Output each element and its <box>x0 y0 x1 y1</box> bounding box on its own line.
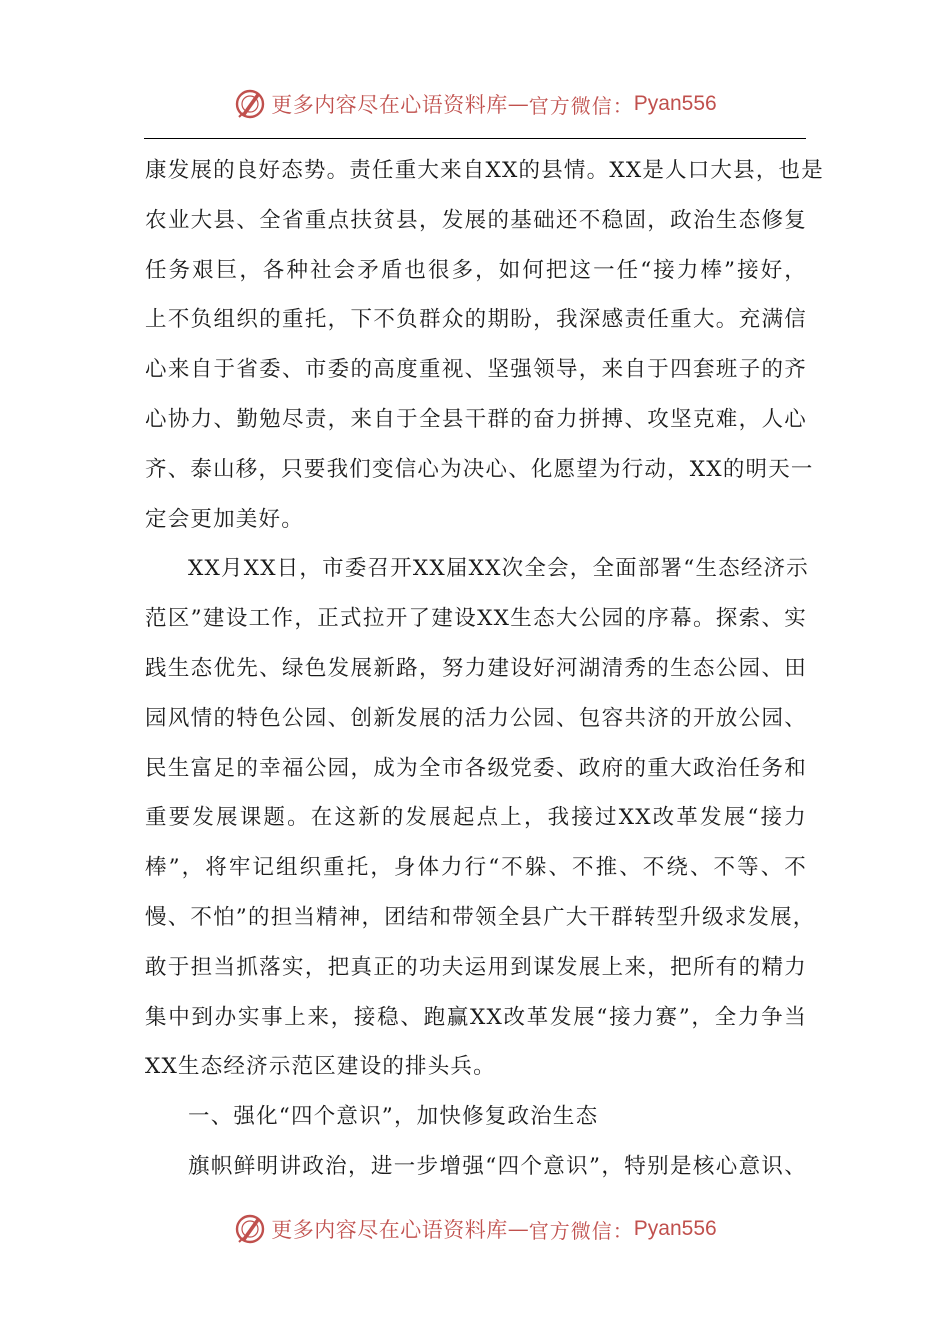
footer-banner <box>0 1209 950 1249</box>
body-line: XX月XX日，市委召开XX届XX次全会，全面部署“生态经济示 <box>188 556 809 582</box>
header-separator: — <box>507 92 529 116</box>
body-line: 旗帜鲜明讲政治，进一步增强“四个意识”，特别是核心意识、 <box>188 1153 807 1179</box>
body-line: 民生富足的幸福公园，成为全市各级党委、政府的重大政治任务和 <box>145 755 807 781</box>
body-line: 心协力、勤勉尽责，来自于全县干群的奋力拼搏、攻坚克难，人心 <box>145 406 807 432</box>
header-rule <box>144 138 806 139</box>
body-line: 齐、泰山移，只要我们变信心为决心、化愿望为行动，XX的明天一 <box>145 456 814 482</box>
body-line: 康发展的良好态势。责任重大来自XX的县情。XX是人口大县，也是 <box>145 158 824 183</box>
footer-brand-text: 更多内容尽在心语资料库 <box>271 1218 508 1242</box>
body-line: 任务艰巨，各种社会矛盾也很多，如何把这一任“接力棒”接好， <box>145 257 807 283</box>
body-line: 践生态优先、绿色发展新路，努力建设好河湖清秀的生态公园、田 <box>145 655 807 681</box>
header-brand-text: 更多内容尽在心语资料库 <box>271 93 508 117</box>
body-line: 集中到办实事上来，接稳、跑赢XX改革发展“接力赛”，全力争当 <box>145 1004 807 1030</box>
body-line: 敢于担当抓落实，把真正的功夫运用到谋发展上来，把所有的精力 <box>145 954 807 980</box>
body-line: 农业大县、全省重点扶贫县，发展的基础还不稳固，政治生态修复 <box>145 207 807 233</box>
pen-seal-logo-icon <box>233 1212 267 1246</box>
footer-wechat-label: 官方微信： <box>528 1218 634 1243</box>
header-wechat-id: Pyan556 <box>633 92 717 115</box>
body-line: 定会更加美好。 <box>145 506 304 532</box>
body-line: 园风情的特色公园、创新发展的活力公园、包容共济的开放公园、 <box>145 705 807 731</box>
body-line: 心来自于省委、市委的高度重视、坚强领导，来自于四套班子的齐 <box>145 357 807 383</box>
body-line: 重要发展课题。在这新的发展起点上，我接过XX改革发展“接力 <box>145 805 807 831</box>
pen-seal-logo-icon <box>233 87 267 121</box>
header-wechat-label: 官方微信： <box>528 93 634 118</box>
body-line: 上不负组织的重托，下不负群众的期盼，我深感责任重大。充满信 <box>145 307 807 333</box>
document-body <box>145 146 824 1192</box>
body-line: 慢、不怕”的担当精神，团结和带领全县广大干群转型升级求发展， <box>145 904 816 930</box>
footer-separator: — <box>507 1217 529 1241</box>
footer-wechat-id: Pyan556 <box>633 1217 717 1240</box>
body-line: XX生态经济示范区建设的排头兵。 <box>145 1054 496 1080</box>
body-line: 棒”，将牢记组织重托，身体力行“不躲、不推、不绕、不等、不 <box>145 855 807 881</box>
body-line: 范区”建设工作，正式拉开了建设XX生态大公园的序幕。探索、实 <box>145 606 807 632</box>
header-banner <box>0 84 950 124</box>
section-heading: 一、强化“四个意识”，加快修复政治生态 <box>188 1104 599 1130</box>
